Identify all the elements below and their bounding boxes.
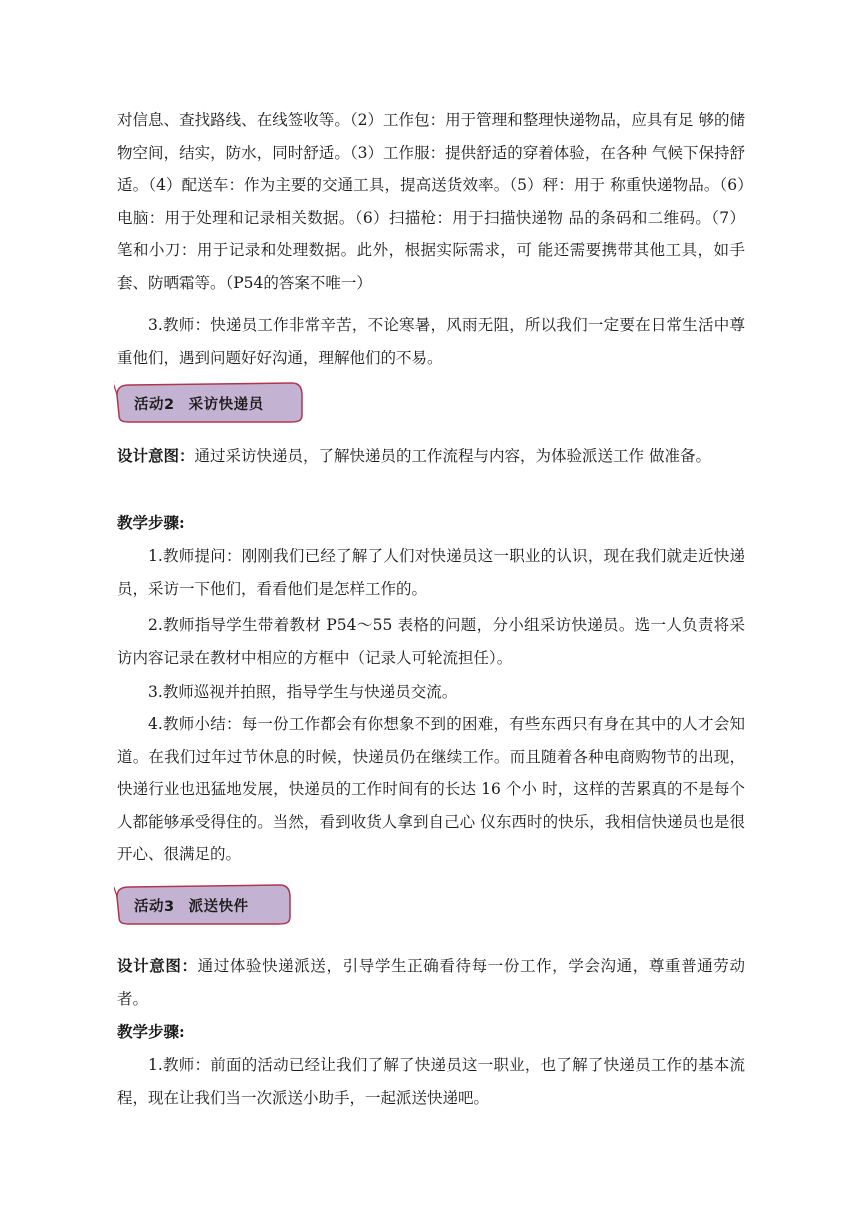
design-intent-text: 通过采访快递员，了解快递员的工作流程与内容，为体验派送工作 做准备。: [194, 447, 711, 465]
activity2-number: 活动2: [134, 396, 175, 413]
activity2-title: 采访快递员: [188, 396, 264, 413]
activity3-steps-label: 教学步骤:: [117, 1022, 185, 1041]
intro-paragraph: 对信息、查找路线、在线签收等。（2）工作包：用于管理和整理快递物品，应具有足 够的储物空间，结实，防水，同时舒适。（3）工作服：提供舒适的穿着体验，在各种 气候下保持舒适。（4）配送车：作为主要的交通工具，提高送货效率。（5）秤：用于 称重快递物品。（6）电脑：用于处理和记录相关数据。（6）扫描枪：用于扫描快递物 品的条码和二维码。（7）笔和小刀：用于记录和处理数据。此外，根据实际需求，可 能还需要携带其他工具，如手套、防晒霜等。（P54的答案不唯一）: [117, 111, 745, 292]
activity3-banner: [114, 883, 292, 927]
activity3-title: 派送快件: [188, 898, 249, 915]
activity3-step-1: 1.教师：前面的活动已经让我们了解了快递员这一职业，也了解了快递员工作的基本流程，现在让我们当一次派送小助手，一起派送快递吧。: [117, 1056, 745, 1107]
activity2-steps-label: 教学步骤:: [117, 513, 185, 532]
activity3-design-intent: [117, 950, 745, 1015]
activity2-banner: [114, 381, 304, 425]
activity3-number: 活动3: [134, 898, 175, 915]
activity3-heading: [114, 883, 292, 927]
activity2-design-intent: [117, 440, 745, 473]
design-intent-label: 设计意图：: [117, 446, 195, 465]
design-intent-label: 设计意图：: [117, 956, 198, 975]
activity2-step-2: 2.教师指导学生带着教材 P54～55 表格的问题，分小组采访快递员。选一人负责将采访内容记录在教材中相应的方框中（记录人可轮流担任）。: [117, 616, 745, 667]
activity2-step-3: 3.教师巡视并拍照，指导学生与快递员交流。: [148, 683, 458, 701]
activity2-step-4: 4.教师小结：每一份工作都会有你想象不到的困难，有些东西只有身在其中的人才会知道。在我们过年过节休息的时候，快递员仍在继续工作。而且随着各种电商购物节的出现，快递行业也迅猛地发展，快递员的工作时间有的长达 16 个小 时，这样的苦累真的不是每个人都能够承受得住的。当然，看到收货人拿到自己心 仪东西时的快乐，我相信快递员也是很开心、很满足的。: [117, 715, 745, 863]
design-intent-text: 通过体验快递派送，引导学生正确看待每一份工作，学会沟通，尊重普通劳动者。: [117, 957, 745, 1008]
teacher-note-3: 3.教师：快递员工作非常辛苦，不论寒暑，风雨无阻，所以我们一定要在日常生活中尊重他们，遇到问题好好沟通，理解他们的不易。: [117, 316, 745, 367]
activity2-step-1: 1.教师提问：刚刚我们已经了解了人们对快递员这一职业的认识，现在我们就走近快递员，采访一下他们，看看他们是怎样工作的。: [117, 547, 745, 598]
activity2-heading: [114, 381, 304, 425]
